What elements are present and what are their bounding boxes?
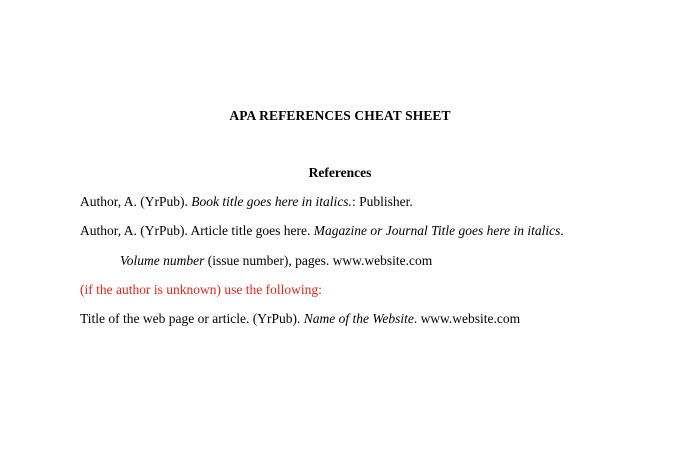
section-heading: References: [308, 165, 372, 180]
web-site-name-text: Name of the Website: [303, 311, 414, 326]
web-title-text: Title of the web page or article. (YrPub).: [80, 311, 304, 326]
unknown-author-note: (if the author is unknown) use the following:: [80, 282, 322, 297]
article-volume-text: Volume number: [120, 253, 205, 268]
article-end-text: .: [560, 223, 564, 238]
article-author-text: Author, A. (YrPub). Article title goes here.: [80, 223, 314, 238]
book-author-text: Author, A. (YrPub).: [80, 194, 192, 209]
article-reference-continuation: [120, 253, 432, 269]
web-url-text: . www.website.com: [413, 311, 521, 326]
web-reference-entry: [80, 311, 520, 327]
book-title-text: Book title goes here in italics.: [191, 194, 352, 209]
article-journal-text: Magazine or Journal Title goes here in italics: [313, 223, 561, 238]
page-title: APA REFERENCES CHEAT SHEET: [229, 108, 451, 123]
article-pages-text: (issue number), pages. www.website.com: [204, 253, 433, 268]
book-publisher-text: : Publisher.: [351, 194, 413, 209]
article-reference-entry: [80, 223, 564, 239]
book-reference-entry: [80, 194, 413, 210]
